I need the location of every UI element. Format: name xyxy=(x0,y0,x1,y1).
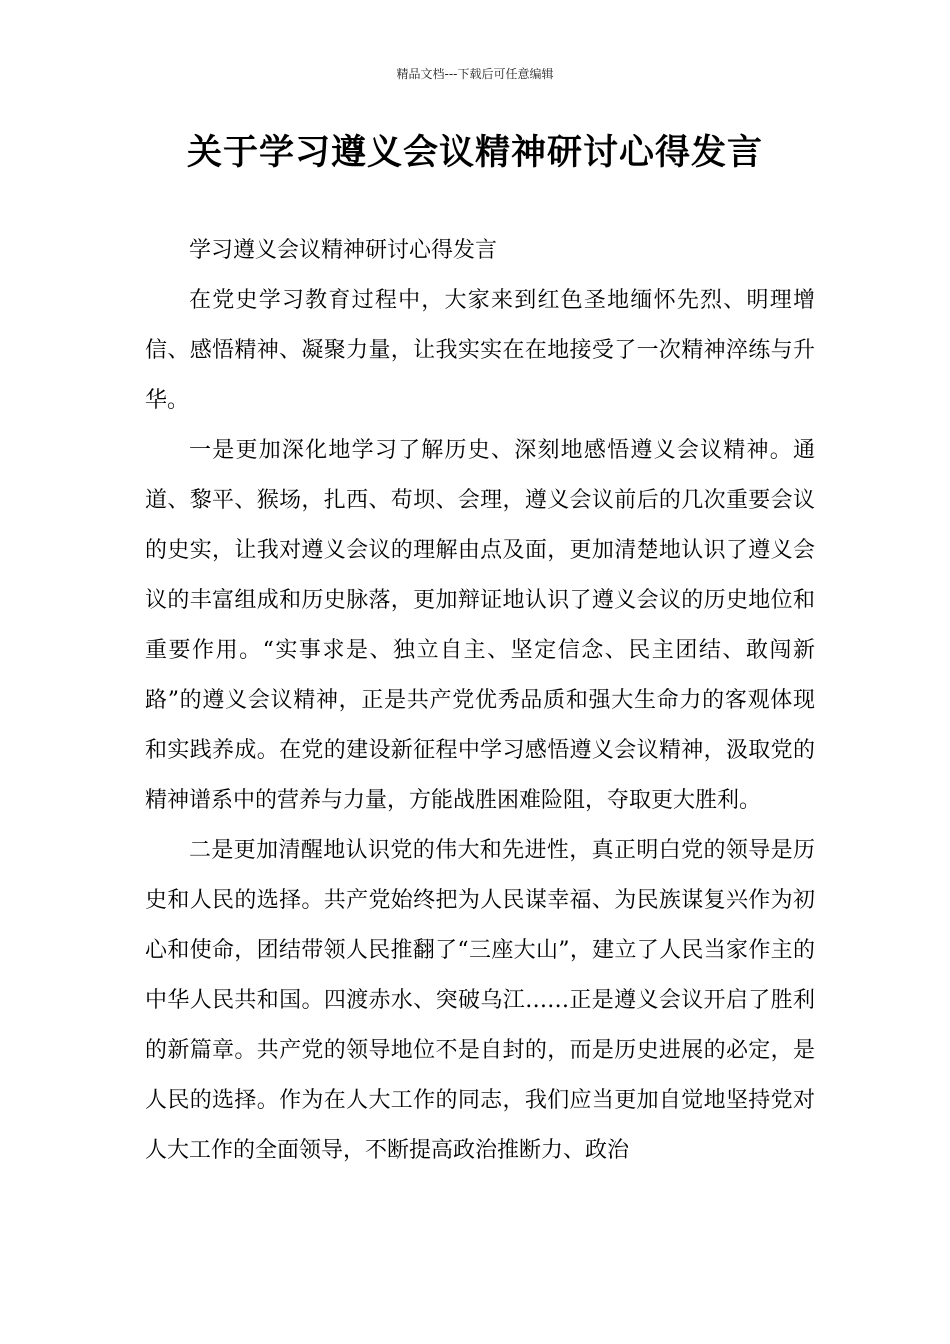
document-title: 关于学习遵义会议精神研讨心得发言 xyxy=(186,133,763,173)
document-body xyxy=(145,226,815,1176)
body-paragraph-subtitle: 学习遵义会议精神研讨心得发言 xyxy=(189,238,498,263)
body-paragraph: 一是更加深化地学习了解历史、深刻地感悟遵义会议精神。通道、黎平、猴场，扎西、苟坝、会理，遵义会议前后的几次重要会议的史实，让我对遵义会议的理解由点及面，更加清楚地认识了遵义会议的丰富组成和历史脉落，更加辩证地认识了遵义会议的历史地位和重要作用。“实事求是、独立自主、坚定信念、民主团结、敢闯新路”的遵义会议精神，正是共产党优秀品质和强大生命力的客观体现和实践养成。在党的建设新征程中学习感悟遵义会议精神，汲取党的精神谱系中的营养与力量，方能战胜困难险阻，夺取更大胜利。 xyxy=(145,438,815,813)
body-paragraph: 在党史学习教育过程中，大家来到红色圣地缅怀先烈、明理增信、感悟精神、凝聚力量，让我实实在在地接受了一次精神淬练与升华。 xyxy=(145,288,815,413)
body-paragraph: 二是更加清醒地认识党的伟大和先进性，真正明白党的领导是历史和人民的选择。共产党始终把为人民谋幸福、为民族谋复兴作为初心和使命，团结带领人民推翻了“三座大山”，建立了人民当家作主的中华人民共和国。四渡赤水、突破乌江……正是遵义会议开启了胜利的新篇章。共产党的领导地位不是自封的，而是历史进展的必定，是人民的选择。作为在人大工作的同志，我们应当更加自觉地坚持党对人大工作的全面领导，不断提高政治推断力、政治 xyxy=(145,838,815,1163)
header-note: 精品文档---下载后可任意编辑 xyxy=(396,67,554,81)
